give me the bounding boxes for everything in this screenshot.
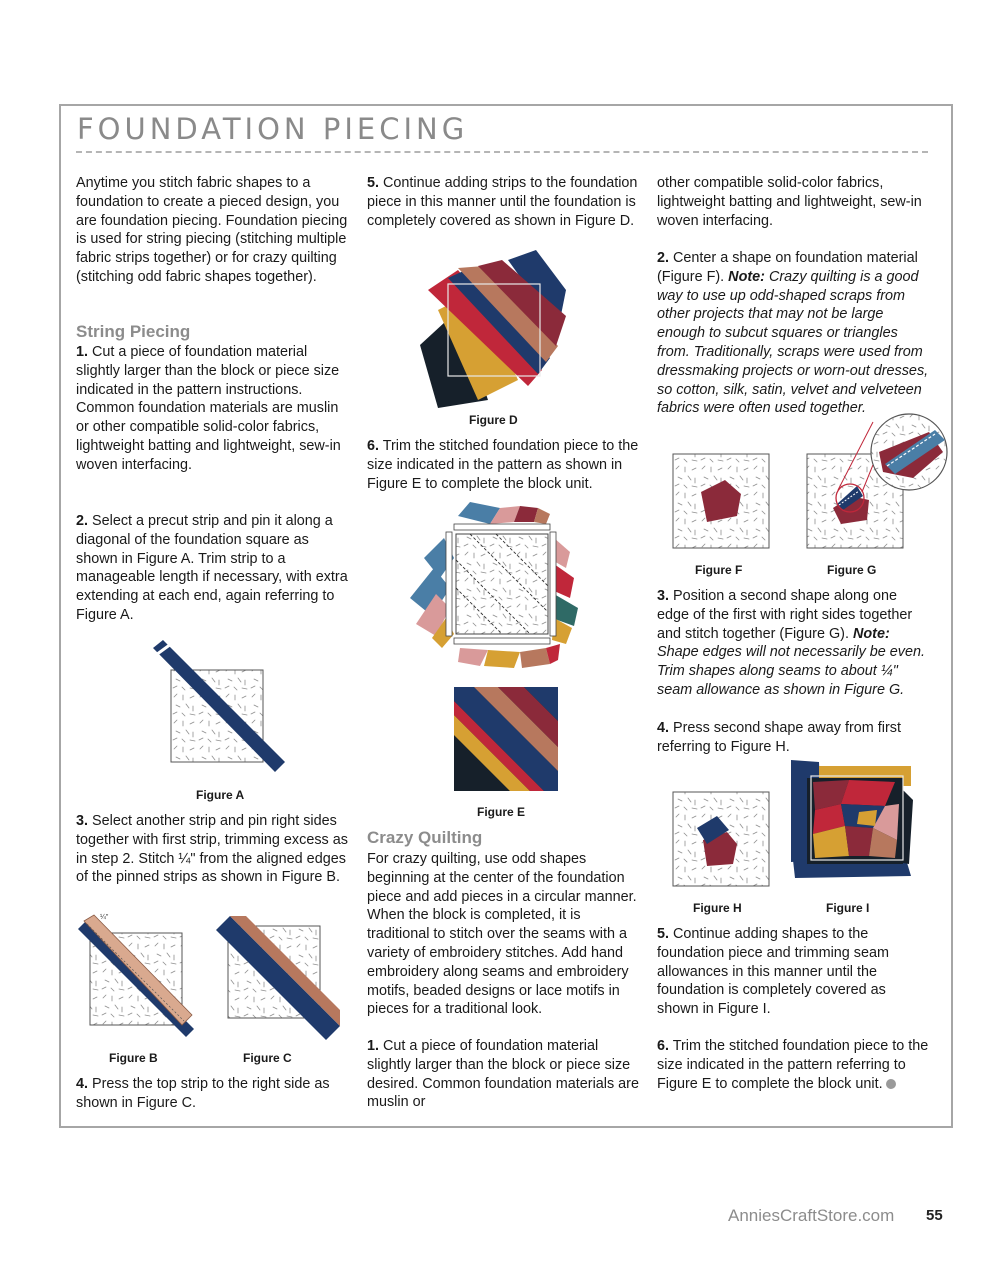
figure-c-caption: Figure C	[243, 1051, 292, 1065]
step-text: Trim the stitched foundation piece to the size indicated in the pattern referring to Figure E to complete the block unit.	[657, 1038, 929, 1092]
crazy-step-5	[657, 925, 929, 1019]
step-number: 2.	[76, 513, 89, 529]
title-divider	[76, 151, 928, 153]
figure-c-illustration	[216, 916, 340, 1040]
footer-website: AnniesCraftStore.com	[728, 1206, 895, 1225]
note-text: Shape edges will not necessarily be even. Trim shapes along seams to about ¼" seam allowance as shown in Figure G.	[657, 644, 925, 698]
figure-d-illustration	[418, 250, 566, 410]
figure-g-caption: Figure G	[827, 563, 877, 577]
figure-e-block-illustration	[454, 687, 558, 791]
figure-h-caption: Figure H	[693, 901, 742, 915]
step-number: 1.	[76, 344, 89, 360]
step-text: Cut a piece of foundation material slightly larger than the block or piece size desired. Common foundation materials are muslin or	[367, 1038, 639, 1111]
quarter-inch-mark: ¼"	[100, 914, 109, 921]
note-label: Note:	[852, 625, 890, 642]
figure-e-caption: Figure E	[477, 805, 526, 819]
figure-i-caption: Figure I	[826, 901, 870, 915]
step-text: Cut a piece of foundation material slightly larger than the block or piece size indicated in the pattern instructions. Common foundation materials are muslin or other compatible solid-color fabrics, lightweight batting and lightweight, sew-in woven interfacing.	[76, 344, 341, 473]
crazy-step-1	[367, 1037, 639, 1112]
note-label: Note:	[728, 268, 765, 285]
string-step-1	[76, 343, 348, 475]
figure-f-caption: Figure F	[695, 563, 743, 577]
figure-f-g-illustration	[673, 412, 948, 552]
step-text: Press second shape away from first referring to Figure H.	[657, 720, 901, 755]
crazy-step-6	[657, 1037, 929, 1093]
step-text: Position a second shape along one edge of the first with right sides together and stitch together (Figure G).	[657, 588, 913, 642]
end-mark-icon	[886, 1079, 896, 1089]
step-number: 4.	[76, 1076, 89, 1092]
step-number: 3.	[76, 813, 89, 829]
figure-b-illustration	[74, 915, 199, 1040]
step-number: 1.	[367, 1038, 380, 1054]
step-number: 6.	[367, 438, 380, 454]
step-number: 6.	[657, 1038, 670, 1054]
crazy-step-4	[657, 719, 929, 757]
figure-d-caption: Figure D	[469, 413, 518, 427]
string-step-2	[76, 512, 348, 625]
crazy-step-3	[657, 587, 929, 700]
string-step-4	[76, 1075, 348, 1113]
step-text: Center a shape on foundation material (Figure F).	[657, 250, 918, 285]
step-number: 2.	[657, 250, 670, 266]
step-text: Continue adding strips to the foundation piece in this manner until the foundation is completely covered as shown in Figure D.	[367, 175, 638, 229]
step-number: 4.	[657, 720, 670, 736]
intro-paragraph: Anytime you stitch fabric shapes to a foundation to create a pieced design, you are foundation piecing. Foundation piecing is used for string piecing (stitching multiple fabric strips together) or for crazy quilting (stitching odd fabric shapes together).	[76, 175, 348, 285]
note-text: Crazy quilting is a good way to use up odd-shaped scraps from other projects that may not be large enough to subcut squares or triangles from. Traditionally, scraps were used from dressmaking projects or worn-out dresses, so cotton, silk, satin, velvet and velveteen fabrics were often used together.	[657, 268, 929, 417]
step-text: Press the top strip to the right side as shown in Figure C.	[76, 1076, 330, 1111]
crazy-step-2	[657, 249, 932, 418]
step-text: Select another strip and pin right sides together with first strip, trimming excess as in step 2. Stitch ¼" from the aligned edges of the pinned strips as shown in Figure B.	[76, 813, 348, 886]
step-text: Trim the stitched foundation piece to the size indicated in the pattern as shown in Figure E to complete the block unit.	[367, 438, 639, 492]
figure-a-caption: Figure A	[196, 788, 245, 802]
string-step-5	[367, 174, 642, 230]
page-title: FOUNDATION PIECING	[77, 112, 469, 146]
step-text: Select a precut strip and pin it along a diagonal of the foundation square as shown in Figure A. Trim strip to a manageable length if necessary, with extra extending at each end, again referring to Figure A.	[76, 513, 348, 623]
page-number: 55	[926, 1207, 943, 1224]
crazy-intro-paragraph: For crazy quilting, use odd shapes beginning at the center of the foundation piece and add pieces in a circular manner. When the block is completed, it is traditional to stitch over the seams with a variety of embroidery stitches. Add hand embroidery along seams and embroidery motifs, beaded designs or lace motifs in pieces for a traditional look.	[367, 851, 637, 1018]
figure-h-i-illustration	[673, 760, 923, 890]
crazy-quilting-heading: Crazy Quilting	[367, 828, 483, 847]
string-step-3	[76, 812, 351, 887]
string-piecing-heading: String Piecing	[76, 322, 191, 341]
step-text: Continue adding shapes to the foundation piece and trimming seam allowances in this manner until the foundation is completely covered as shown in Figure I.	[657, 926, 889, 1018]
figure-e-trimming-illustration	[410, 498, 585, 670]
crazy-step-1-continued: other compatible solid-color fabrics, lightweight batting and lightweight, sew-in woven interfacing.	[657, 175, 922, 229]
step-number: 3.	[657, 588, 670, 604]
figure-b-caption: Figure B	[109, 1051, 158, 1065]
step-number: 5.	[367, 175, 380, 191]
string-step-6	[367, 437, 642, 493]
step-number: 5.	[657, 926, 670, 942]
figure-a-illustration	[145, 640, 285, 775]
